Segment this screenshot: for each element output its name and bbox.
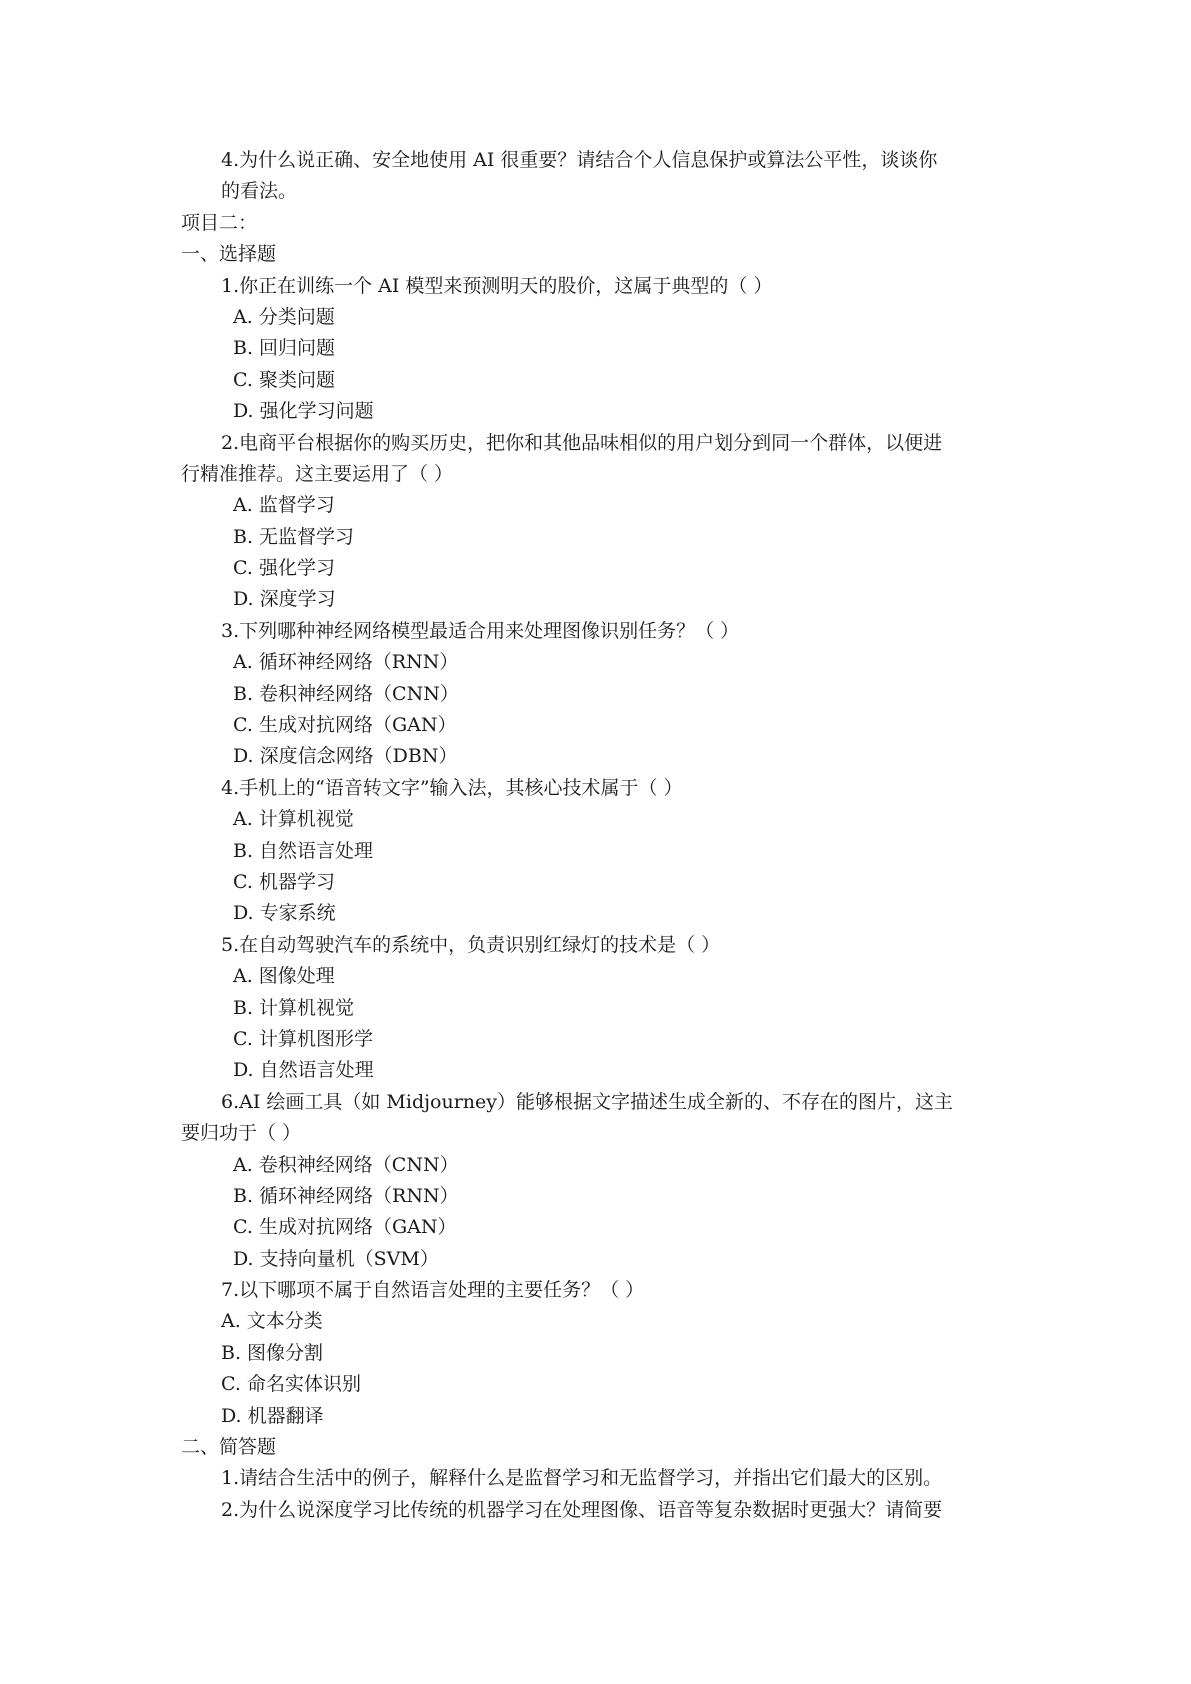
question-stem: 3.下列哪种神经网络模型最适合用来处理图像识别任务？（ ） <box>221 619 740 642</box>
short-answer-question: 2.为什么说深度学习比传统的机器学习在处理图像、语音等复杂数据时更强大？请简要 <box>221 1498 943 1521</box>
section-title-multiple-choice: 一、选择题 <box>181 243 277 266</box>
option: B. 回归问题 <box>233 337 336 360</box>
option: C. 生成对抗网络（GAN） <box>233 1216 457 1239</box>
option: B. 无监督学习 <box>233 525 355 548</box>
option: B. 循环神经网络（RNN） <box>233 1184 459 1207</box>
question-stem: 6.AI 绘画工具（如 Midjourney）能够根据文字描述生成全新的、不存在的图片，这主 <box>221 1090 953 1113</box>
project-title: 项目二： <box>181 211 258 234</box>
question-stem: 2.电商平台根据你的购买历史，把你和其他品味相似的用户划分到同一个群体，以便进 <box>221 431 943 454</box>
section-title-short-answer: 二、简答题 <box>181 1436 277 1459</box>
option: D. 支持向量机（SVM） <box>233 1247 439 1270</box>
option: C. 命名实体识别 <box>221 1373 361 1396</box>
option: A. 分类问题 <box>233 305 335 328</box>
option: D. 专家系统 <box>233 902 336 925</box>
option: A. 循环神经网络（RNN） <box>233 651 459 674</box>
option: D. 深度信念网络（DBN） <box>233 745 458 768</box>
option: A. 卷积神经网络（CNN） <box>233 1153 459 1176</box>
question-stem: 7.以下哪项不属于自然语言处理的主要任务？（ ） <box>221 1279 645 1302</box>
option: A. 图像处理 <box>233 965 335 988</box>
option: D. 机器翻译 <box>221 1404 324 1427</box>
question-stem: 1.你正在训练一个 AI 模型来预测明天的股价，这属于典型的（ ） <box>221 274 773 297</box>
option: B. 计算机视觉 <box>233 996 355 1019</box>
option: D. 深度学习 <box>233 588 336 611</box>
question-stem: 4.手机上的“语音转文字”输入法，其核心技术属于（ ） <box>221 776 683 799</box>
option: C. 强化学习 <box>233 557 335 580</box>
prev-question-4-line-1: 4.为什么说正确、安全地使用 AI 很重要？请结合个人信息保护或算法公平性，谈谈你 <box>221 149 938 171</box>
option: B. 自然语言处理 <box>233 839 374 862</box>
option: C. 生成对抗网络（GAN） <box>233 714 457 737</box>
option: B. 图像分割 <box>221 1341 324 1364</box>
option: D. 强化学习问题 <box>233 400 374 423</box>
option: A. 文本分类 <box>221 1310 323 1333</box>
short-answer-question: 1.请结合生活中的例子，解释什么是监督学习和无监督学习，并指出它们最大的区别。 <box>221 1467 943 1490</box>
option: C. 计算机图形学 <box>233 1027 373 1050</box>
prev-question-4-line-2: 的看法。 <box>221 180 298 203</box>
option: B. 卷积神经网络（CNN） <box>233 682 459 705</box>
option: C. 聚类问题 <box>233 368 335 391</box>
question-stem: 5.在自动驾驶汽车的系统中，负责识别红绿灯的技术是（ ） <box>221 933 721 956</box>
question-stem-continuation: 要归功于（ ） <box>181 1122 302 1145</box>
question-stem-continuation: 行精准推荐。这主要运用了（ ） <box>181 462 454 485</box>
option: C. 机器学习 <box>233 870 335 893</box>
document-content <box>181 145 1021 1526</box>
option: D. 自然语言处理 <box>233 1059 374 1082</box>
option: A. 计算机视觉 <box>233 808 354 831</box>
option: A. 监督学习 <box>233 494 335 517</box>
